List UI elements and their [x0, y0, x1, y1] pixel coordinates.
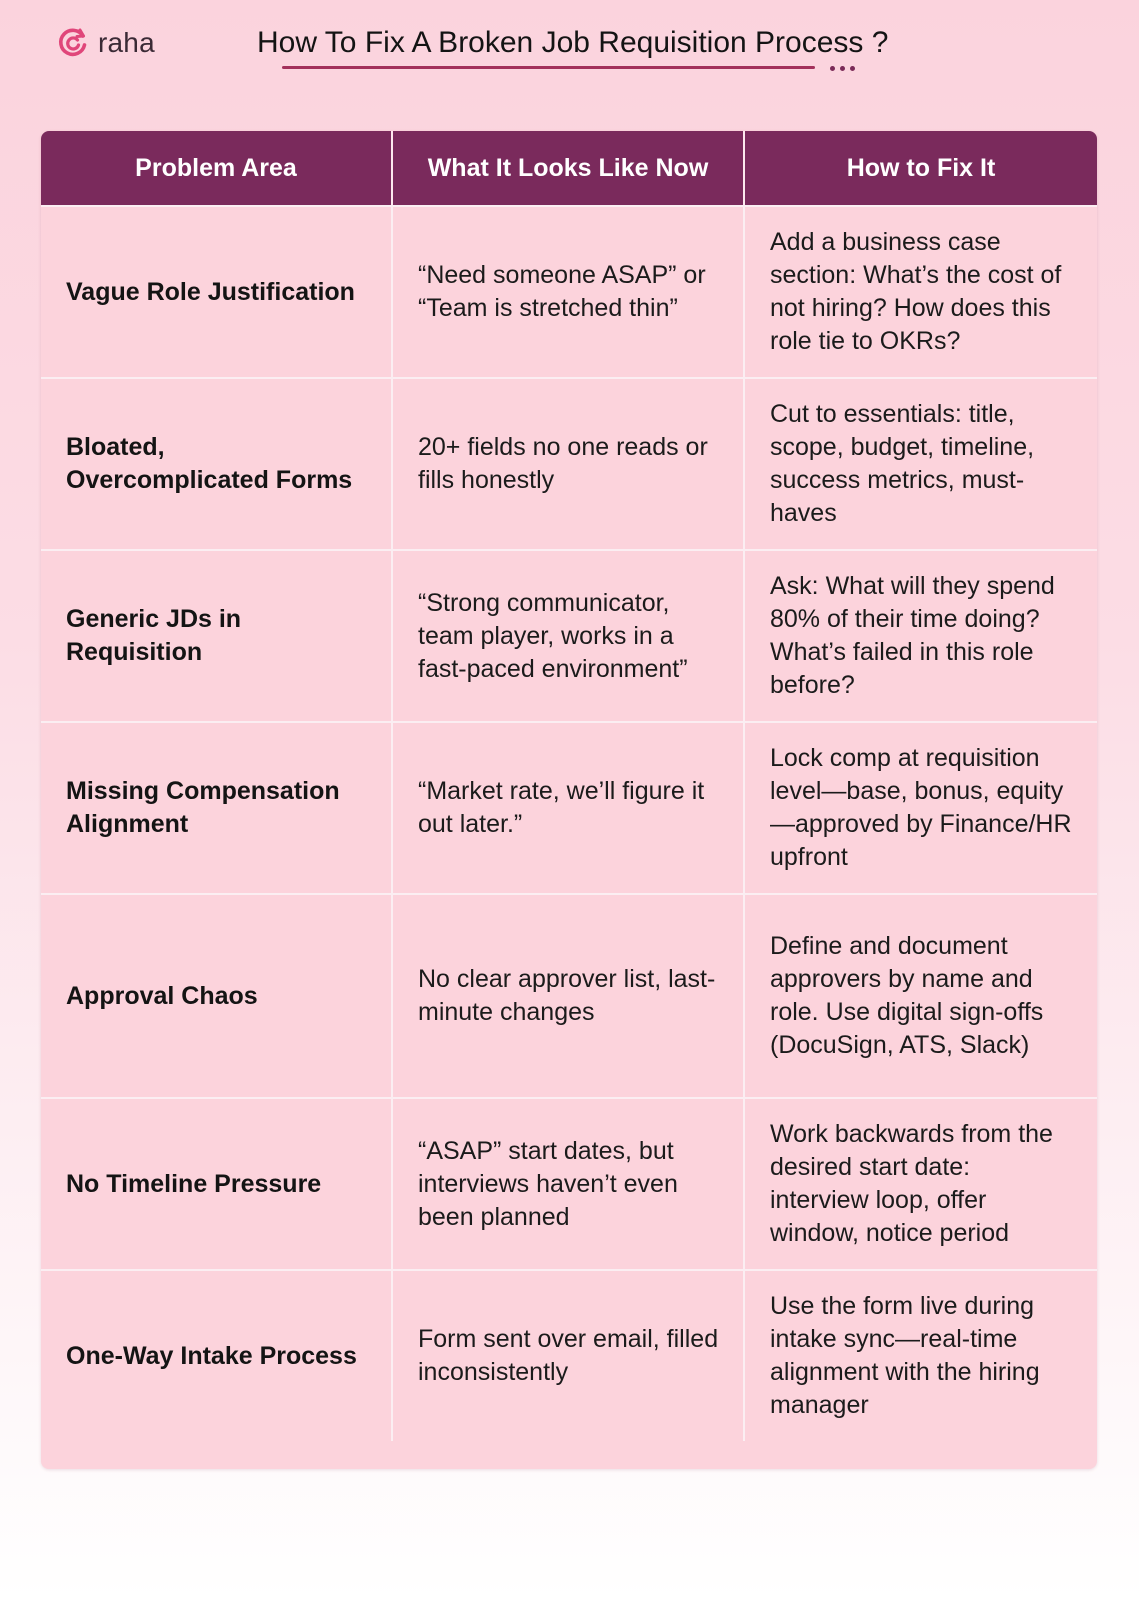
- table-row: [41, 549, 1097, 721]
- table-row: [41, 893, 1097, 1097]
- problem-cell: No Timeline Pressure: [41, 1099, 393, 1269]
- brand-logo[interactable]: [56, 26, 155, 60]
- fix-cell: Work backwards from the desired start date: interview loop, offer window, notice period: [770, 1120, 1053, 1247]
- column-header-how-to-fix: How to Fix It: [846, 153, 996, 182]
- problem-cell: Missing Compensation Alignment: [41, 723, 393, 893]
- current-state-cell: “Need someone ASAP” or “Team is stretched thin”: [393, 207, 745, 377]
- requisition-table: [41, 131, 1097, 1469]
- fix-cell: Define and document approvers by name and role. Use digital sign-offs (DocuSign, ATS, Slack): [770, 932, 1044, 1059]
- column-header-problem-area: Problem Area: [41, 131, 393, 205]
- problem-cell: One-Way Intake Process: [41, 1271, 393, 1441]
- title-underline: [282, 66, 815, 69]
- current-state-cell: Form sent over email, filled inconsistently: [393, 1271, 745, 1441]
- fix-cell: Ask: What will they spend 80% of their time doing? What’s failed in this role before?: [770, 572, 1055, 699]
- current-state-cell: “Market rate, we’ll figure it out later.”: [393, 723, 745, 893]
- problem-cell: Approval Chaos: [41, 895, 393, 1097]
- current-state-cell: “ASAP” start dates, but interviews haven’t even been planned: [393, 1099, 745, 1269]
- raha-logo-icon: [56, 26, 90, 60]
- current-state-cell: “Strong communicator, team player, works in a fast-paced environment”: [393, 551, 745, 721]
- fix-cell: Lock comp at requisition level—base, bonus, equity—approved by Finance/HR upfront: [770, 744, 1072, 871]
- brand-name: raha: [98, 27, 155, 58]
- problem-cell: Vague Role Justification: [41, 207, 393, 377]
- table-row: [41, 721, 1097, 893]
- current-state-cell: No clear approver list, last-minute changes: [393, 895, 745, 1097]
- column-header-looks-like-now: What It Looks Like Now: [393, 131, 745, 205]
- table-row: [41, 377, 1097, 549]
- problem-cell: Bloated, Overcomplicated Forms: [41, 379, 393, 549]
- table-header-row: [41, 131, 1097, 205]
- problem-cell: Generic JDs in Requisition: [41, 551, 393, 721]
- current-state-cell: 20+ fields no one reads or fills honestly: [393, 379, 745, 549]
- more-dots-icon: [830, 66, 855, 71]
- table-row: [41, 1269, 1097, 1441]
- table-row: [41, 1097, 1097, 1269]
- fix-cell: Cut to essentials: title, scope, budget, timeline, success metrics, must-haves: [770, 400, 1035, 527]
- fix-cell: Add a business case section: What’s the cost of not hiring? How does this role tie to OKRs?: [770, 228, 1062, 355]
- fix-cell: Use the form live during intake sync—real-time alignment with the hiring manager: [770, 1292, 1040, 1419]
- page-title: How To Fix A Broken Job Requisition Process ?: [257, 26, 889, 59]
- table-row: [41, 205, 1097, 377]
- page-header: [0, 0, 1139, 110]
